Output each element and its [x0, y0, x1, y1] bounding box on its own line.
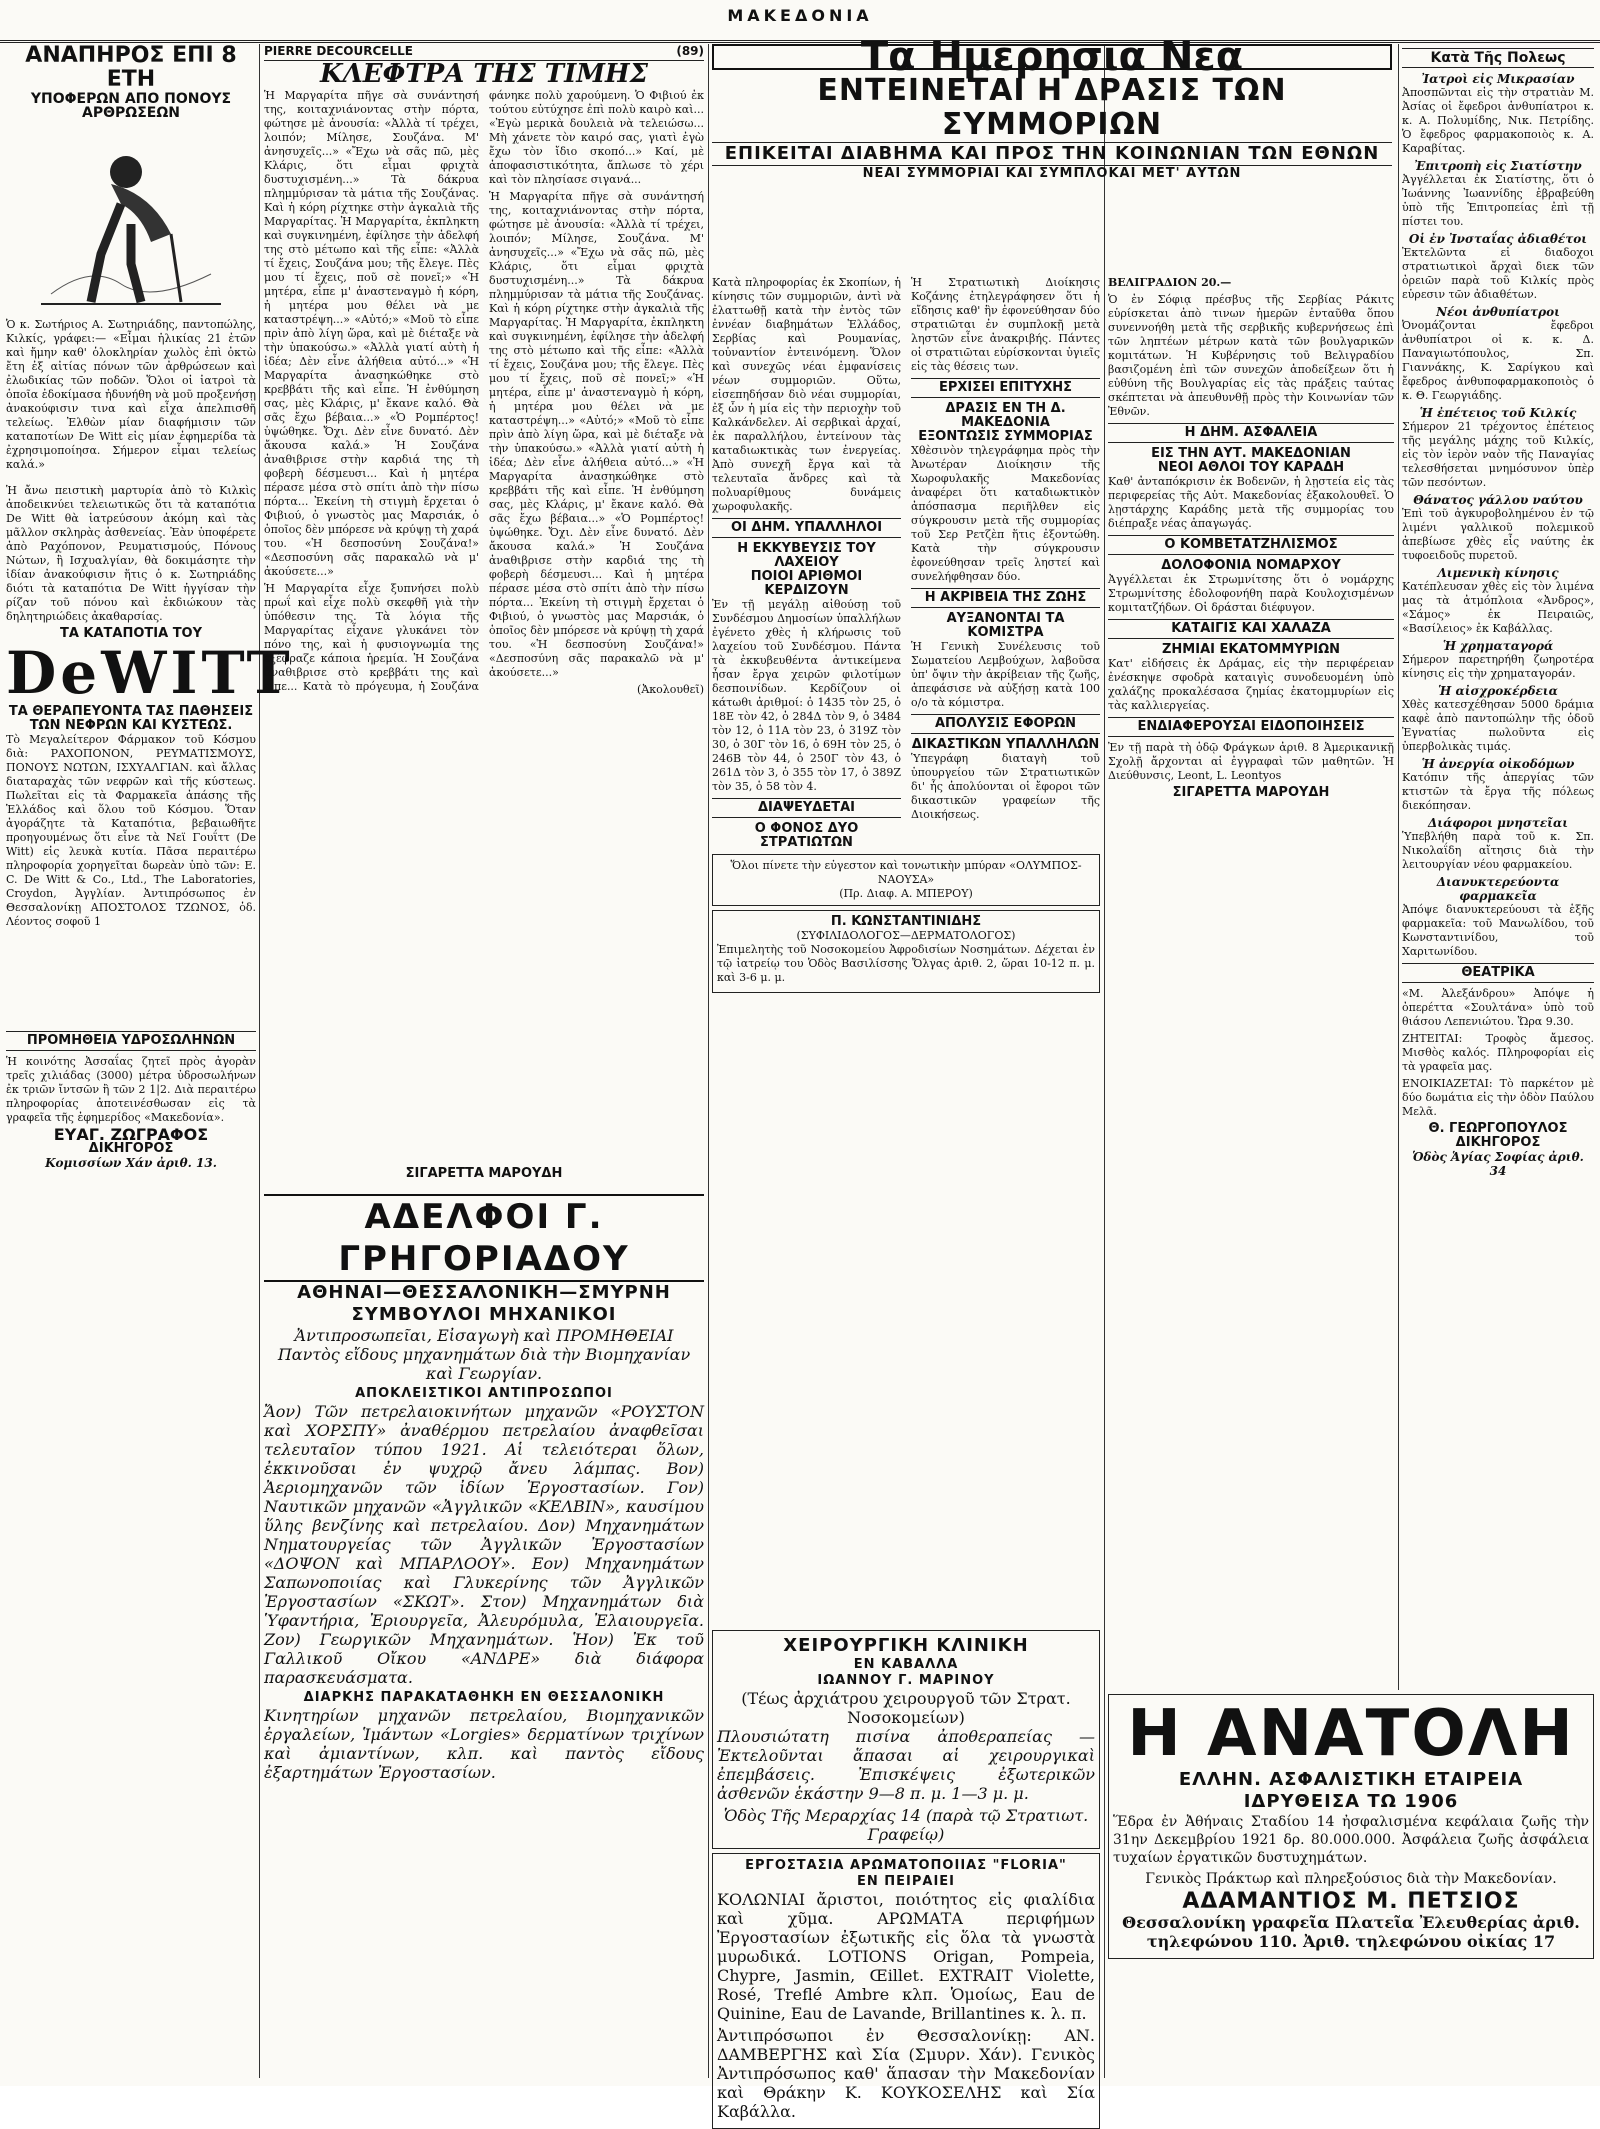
- brief-heading: Διάφοροι μνηστεῖαι: [1427, 816, 1569, 830]
- lawyer-name: Θ. ΓΕΩΡΓΟΠΟΥΛΟΣ: [1428, 1121, 1568, 1136]
- section-subheading: ΠΟΙΟΙ ΑΡΙΘΜΟΙ ΚΕΡΔΙΖΟΥΝ: [750, 569, 863, 598]
- anatoli-insurance-ad: [1108, 1690, 1594, 2080]
- newspaper-name: ΜΑΚΕΔΟΝΙΑ: [727, 6, 873, 25]
- serial-paragraph: Ἡ Μαργαρίτα πῆγε σὰ συνάντησή της, κοιταχνιάνοντας στὴν πόρτα, φώτησε μὲ ἀνουσία: «Ἀλλὰ τί τρέχει, λοιπόν; Μίλησε, Σουζάνα. Μ' ἀνησυχεῖς...» «Ἔχω νὰ σᾶς πῶ, μὲς Κλάρις, ὅτι εἶμαι φριχτὰ δυστυχισμένη...» Τὰ δάκρυα πλημμύρισαν τὰ μάτια τῆς Σουζάνας. Καὶ ἡ κόρη ρίχτηκε στὴν ἀγκαλιὰ τῆς Μαργαρίτας. Ἡ Μαργαρίτα, ἐκπληκτη καὶ συγκινημένη, ἐφίλησε τὴν ἀδελφή της στὸ μέτωπο καὶ τῆς εἶπε: «Ἀλλὰ τί ἔχεις, Σουζάνα μου; τῆς ἔλεγε. Πὲς μου τί ἔχεις, ποῦ σὲ πονεῖ;» «Ἡ μητέρα, εἶπε μ' ἀναστεναγμὸ ἡ κόρη, ἡ μητέρα μου θέλει νὰ με καταστρέψη...» «Αὐτό;» «Μοῦ τὸ εἶπε πρὶν ἀπὸ λίγη ὥρα, καὶ μὲ διέταξε νὰ τὴν ὑπακούσω.» «Ἀλλὰ γιατί αὐτὴ ἡ ἰδέα; Δὲν εἶνε ἀλήθεια αὐτό...» «Ἡ Μαργαρίτα ἀνασηκώθηκε στὸ κρεββάτι τῆς καὶ εἶπε. Ἡ ἐνθύμηση σας, μὲς Κλάρις, μ' ἔκανε καλό. Θὰ σᾶς ἔχω βέβαια...» «Ὁ Ρομπέρτος! ὑψώθηκε. Ὄχι. Δὲν εἶνε δυνατό. Δὲν ἄκουσα καλά.» Ἡ Σουζάνα ἀναθιβρισε στὴν καρδιά της τὴ φοβερὴ δέσμευσι... Καὶ ἡ μητέρα πέρασε μέσα στὸ σπίτι ἀπὸ τὴν πίσω πόρτα... Ἐκείνη τὴ στιγμὴ ἔρχεται ὁ Φιβιού, ὁ γνωστὸς μας Μαρσιάκ, ὁ ὁποῖος δὲν μπόρεσε νὰ κρύψῃ τὴ χαρά του. «Ἡ δεσποσύνη Σουζάνα!» «Δεσποσύνη σᾶς παρακαλῶ νὰ μ' ἀκούσετε...»: [264, 89, 479, 578]
- clinic-doctor: ΙΩΑΝΝΟΥ Γ. ΜΑΡΙΝΟΥ: [817, 1673, 995, 1688]
- brief-heading: Ἡ χρηματαγορά: [1442, 639, 1554, 653]
- dewitt-caption: ΤΑ ΚΑΤΑΠΟΤΙΑ ΤΟΥ: [59, 626, 203, 641]
- clinic-address: Ὁδὸς Τῆς Μεραρχίας 14 (παρὰ τῷ Στρατιωτ. Γραφείῳ): [723, 1806, 1089, 1844]
- denial-article: Ἡ Στρατιωτικὴ Διοίκησις Κοζάνης ἐτηλεγράφησεν ὅτι ἡ εἴδησις καθ' ἣν ἐφονεύθησαν δύο στρατιῶται ἐν συμπλοκῇ μετὰ ληστῶν εἶνε ἀνακριβής. Πάντες οἱ στρατιῶται εὑρίσκονται ὑγιεῖς εἰς τὰς θέσεις των.: [911, 276, 1100, 373]
- serial-title: ΚΛΕΦΤΡΑ ΤΗΣ ΤΙΜΗΣ: [320, 59, 648, 89]
- rheumatism-ad: [6, 44, 256, 484]
- section-subheading: ΕΙΣ ΤΗΝ ΑΥΤ. ΜΑΚΕΔΟΝΙΑΝ: [1151, 446, 1351, 461]
- brief-heading: Ἡ ἐπέτειος τοῦ Κιλκίς: [1419, 406, 1577, 420]
- storm-article: Κατ' εἰδήσεις ἐκ Δράμας, εἰς τὴν περιφέρειαν ἐνέσκηψε σφοδρὰ καταιγὶς συνοδευομένη ὑπὸ χαλάζης προκαλέσασα ζημίας ἐκατομμυρίων εἰς τὰς καλλιεργείας.: [1108, 657, 1394, 712]
- brief-body: Ἀπόψε διανυκτερεύουσι τὰ ἑξῆς φαρμακεῖα: τοῦ Μανωλίδου, τοῦ Κωνσταντινίδου, τοῦ Χαριτωνίδου.: [1402, 903, 1594, 958]
- section-subheading: ΔΡΑΣΙΣ ΕΝ ΤΗ Δ. ΜΑΚΕΔΟΝΙΑ: [945, 401, 1066, 430]
- serial-paragraph: Ἡ Μαργαρίτα εἶχε ξυπνήσει πολὺ πρωΐ καὶ εἶχε πολὺ σκεφθῆ γιὰ τὴν ὑπόθεσιν της. Τὰ λόγια τῆς Μαργαρίτας εἶχανε γλυκάνει τὸν πόνο της, καὶ ἡ φυσιογνωμία της ἐξέφραζε κάποια ἡρεμία. Ἡ Σουζάνα ἀναθιβρισε στὸ κρεββάτι της καὶ εἶπε... Κατὰ τὸ πρόγευμα, ἡ Σουζάνα φάνηκε πολὺ χαρούμενη. Ὁ Φιβιού ἐκ τούτου εὐτύχησε ἐπὶ πολὺ καιρὸ καὶ... «Ἐγὼ μερικὰ δουλειὰ νὰ τελειώσω... Μὴ χάνετε τὸν καιρό σας, γιατὶ ἐγὼ ἔχω τὸν ἴδιο σκοπό...» Καί, μὲ ἀποφασιστικότητα, ἄπλωσε τὸ χέρι καὶ τὸν πλησίασε σιγανά...: [264, 89, 704, 693]
- company-intro: Ἀντιπροσωπεῖαι, Εἰσαγωγὴ καὶ ΠΡΟΜΗΘΕΙΑΙ Παντὸς εἴδους μηχανημάτων διὰ τὴν Βιομηχανίαν καὶ Γεωργίαν.: [277, 1326, 691, 1383]
- doctor-body: Ἐπιμελητὴς τοῦ Νοσοκομείου Ἀφροδισίων Νοσημάτων. Δέχεται ἐν τῷ ἰατρείῳ του Ὁδὸς Βασιλίσσης Ὄλγας ἀριθ. 2, ὥραι 10-12 π. μ. καὶ 3-6 μ. μ.: [717, 943, 1095, 984]
- section-heading: ΔΙΑΨΕΥΔΕΤΑΙ: [712, 798, 901, 818]
- news-right: [1108, 276, 1394, 1620]
- brief-body: Κατέπλευσαν χθὲς εἰς τὸν λιμένα μας τὰ ἀτμόπλοια «Ἀνδρος», «Σάμος» ἐκ Πειραιῶς, «Βασίλειος» ἐκ Καβάλλας.: [1402, 580, 1594, 635]
- brief-heading: Διανυκτερεύοντα φαρμακεῖα: [1436, 875, 1560, 903]
- section-heading: Η ΑΚΡΙΒΕΙΑ ΤΗΣ ΖΩΗΣ: [911, 588, 1100, 608]
- warehouse-body: Κινητηρίων μηχανῶν πετρελαίου, Βιομηχανικῶν ἐργαλείων, Ἱμάντων «Lorgies» δερματίνων τριχίνων καὶ ἀμιαντίνων, κλπ. καὶ παντὸς εἴδους ἐξαρτημάτων Ἐργοστασίων.: [264, 1706, 704, 1782]
- murder-article: Ἀγγέλλεται ἐκ Στρωμνίτσης ὅτι ὁ νομάρχης Στρωμνίτσης ἐδολοφονήθη παρὰ Κουλοχισμένων κομιτατζήδων. Οἱ δράσται διέφυγον.: [1108, 573, 1394, 614]
- brief-heading: Λιμενικὴ κίνησις: [1437, 566, 1559, 580]
- lottery-article: Ἐν τῇ μεγάλῃ αἰθούσῃ τοῦ Συνδέσμου Δημοσίων ὑπαλλήλων ἐγένετο χθὲς ἡ κλήρωσις τοῦ λαχείου τοῦ Συνδέσμου. Πάντα τὰ ἐκκυβευθέντα ἀντικείμενα ἦσαν ἔργα χειρῶν φιλοτίμων δεσποινίδων. Κερδίζουν οἱ κάτωθι ἀριθμοί: ὁ 1435 τὸν 25, ὁ 18Ε τὸν 42, ὁ 284Δ τὸν 9, ὁ 3484 τὸν 12, ὁ 11Α τὸν 23, ὁ 319Ζ τὸν 30, ὁ 30Γ τὸν 16, ὁ 69Η τὸν 25, ὁ 246Β τὸν 44, ὁ 250Γ τὸν 43, ὁ 261Δ τὸν 3, ὁ 355 τὸν 17, ὁ 389Ζ τὸν 35, ὁ 58 τὸν 4.: [712, 598, 901, 793]
- section-subheading: ΔΟΛΟΦΟΝΙΑ ΝΟΜΑΡΧΟΥ: [1161, 558, 1341, 573]
- classified-wanted: ΖΗΤΕΙΤΑΙ: Τροφὸς ἄμεσος. Μισθὸς καλός. Πληροφορίαι εἰς τὰ γραφεῖα μας.: [1402, 1032, 1594, 1073]
- classified-rent: ΕΝΟΙΚΙΑΖΕΤΑΙ: Τὸ παρκέτον μὲ δύο δωμάτια εἰς τὴν ὁδὸν Παύλου Μελᾶ.: [1402, 1077, 1594, 1118]
- hunched-man-illustration: [31, 124, 231, 314]
- floria-ad: [712, 1853, 1100, 2129]
- lawyer-title: ΔΙΚΗΓΟΡΟΣ: [1455, 1135, 1541, 1150]
- ad-headline: ΑΝΑΠΗΡΟΣ ΕΠΙ 8 ΕΤΗ: [25, 43, 237, 92]
- dewitt-body: Τὸ Μεγαλείτερον Φάρμακον τοῦ Κόσμου διὰ: ΡΑΧΟΠΟΝΟΝ, ΡΕΥΜΑΤΙΣΜΟΥΣ, ΠΟΝΟΥΣ ΝΩΤΩΝ, ΙΣΧΥΑΛΓΙΑΝ. καὶ ἄλλας διαταραχὰς τῶν νεφρῶν καὶ τῆς κύστεως. Πωλεῖται εἰς τὰ Φαρμακεῖα ἀπάσης τῆς Ἑλλάδος καὶ ὅλου τοῦ Κόσμου. Ὅταν ἀγοράζητε τὰ Καταπότια, βεβαιωθῆτε προηγουμένως ὅτι εἶνε τὰ Νεϊ Γουΐττ (De Witt) εἰς λευκὰ κυτία. Πᾶσα περαιτέρω πληροφορία χορηγεῖται δωρεὰν ὑπὸ τῶν: E. C. De Witt & Co., Ltd., The Laboratories, Croydon, Ἀγγλίαν. Ἀντιπρόσωπος ἐν Θεσσαλονίκῃ ΑΠΟΣΤΟΛΟΣ ΤΖΩΝΟΣ, ὁδ. Λέοντος σοφοῦ 1: [6, 733, 256, 928]
- brief-heading: Ἡ αἰσχροκέρδεια: [1438, 684, 1558, 698]
- section-subheading: ΖΗΜΙΑΙ ΕΚΑΤΟΜΜΥΡΙΩΝ: [1161, 642, 1341, 657]
- clinic-city: ΕΝ ΚΑΒΑΛΛΑ: [853, 1657, 959, 1672]
- exclusive-heading: ΑΠΟΚΛΕΙΣΤΙΚΟΙ ΑΝΤΙΠΡΟΣΩΠΟΙ: [355, 1386, 613, 1401]
- serial-continued: (Ἀκολουθεῖ): [637, 683, 704, 696]
- city-news-column: [1402, 44, 1594, 1686]
- agency-list: Ἄον) Τῶν πετρελαιοκινήτων μηχανῶν «ΡΟΥΣΤΟΝ καὶ ΧΟΡΣΠΥ» ἀναθέρμου πετρελαίου ἀναφθεῖσαι τελευταῖον τύπου 1921. Αἱ τελειότεραι ὅλων, ἐκκινοῦσαι ἐν ψυχρῷ ἄνευ λάμπας. Βον) Ἀεριομηχανῶν τῶν ἰδίων Ἐργοστασίων. Γον) Ναυτικῶν μηχανῶν «Ἀγγλικῶν «ΚΕΛΒΙΝ», καυσίμου ὕλης βενζίνης καὶ πετρελαίου. Δον) Μηχανημάτων Νηματουργείας τῶν Ἀγγλικῶν Ἐργοστασίων «ΔΟΨΟΝ καὶ ΜΠΑΡΛΟΟΥ». Εον) Μηχανημάτων Σαπωνοποιίας καὶ Γλυκερίνης τῶν Ἀγγλικῶν Ἐργοστασίων «ΣΚΩΤ». Στον) Μηχανημάτων διὰ Ὑφαντήρια, Ἐριουργεῖα, Ἀλευρόμυλα, Ἐλαιουργεῖα. Ζον) Γεωργικῶν Μηχανημάτων. Ἡον) Ἐκ τοῦ Γαλλικοῦ Οἴκου «ΑΝΔΡΕ» διὰ διάφορα παρασκευάσματα.: [264, 1402, 704, 1687]
- city-news-heading: Κατὰ Τῆς Πολεως: [1402, 48, 1594, 68]
- operation-article: Χθὲσινὸν τηλεγράφημα πρὸς τὴν Ἀνωτέραν Διοίκησιν τῆς Χωροφυλακῆς Μακεδονίας ἀναφέρει ὅτι καταδιωκτικὸν ἀπόσπασμα περιῆλθεν εἰς σύγκρουσιν μετὰ τῆς συμμορίας τοῦ Σερ Ρετζὲπ ἥτις ἐξοντώθη. Κατὰ τὴν σύγκρουσιν ἐφονεύθησαν τρεῖς ληστεί καὶ συνελήφθησαν δύο.: [911, 444, 1100, 583]
- section-heading: ΕΝΔΙΑΦΕΡΟΥΣΑΙ ΕΙΔΟΠΟΙΗΣΕΙΣ: [1108, 717, 1394, 737]
- dateline: ΒΕΛΙΓΡΑΔΙΟΝ 20.—: [1108, 276, 1232, 289]
- main-headline: ΕΝΤΕΙΝΕΤΑΙ Η ΔΡΑΣΙΣ ΤΩΝ ΣΥΜΜΟΡΙΩΝ: [817, 73, 1287, 142]
- lawyer-address: Ὁδὸς Ἁγίας Σοφίας ἀριθ. 34: [1412, 1150, 1584, 1178]
- brief-body: Ἀποσπῶνται εἰς τὴν στρατιὰν Μ. Ἀσίας οἱ ἔφεδροι ἀνθυπίατροι κ. κ. Α. Πολυμίδης, Νικ. Πετρίδης. Ὁ ἔφεδρος φαρμακοποιὸς κ. Α. Καραβίτας.: [1402, 86, 1594, 155]
- cigarette-ad: ΣΙΓΑΡΕΤΤΑ ΜΑΡΟΥΔΗ: [405, 1166, 563, 1181]
- beer-ad-text: Ὅλοι πίνετε τὴν εὐγεστον καὶ τονωτικὴν μπύραν «ΟΛΥΜΠΟΣ-ΝΑΟΥΣΑ»: [730, 859, 1082, 886]
- cigarette-ad: ΣΙΓΑΡΕΤΤΑ ΜΑΡΟΥΔΗ: [1172, 785, 1330, 800]
- brief-body: Ἐπὶ τοῦ ἀγκυροβολημένου ἐν τῷ λιμένι γαλλικοῦ πολεμικοῦ ἀπεβίωσε χθὲς εἷς ναύτης ἐκ τυφοειδοῦς πυρετοῦ.: [1402, 507, 1594, 562]
- fares-article: Ἡ Γενικὴ Συνέλευσις τοῦ Σωματείου Λεμβούχων, λαβοῦσα ὑπ' ὄψιν τὴν ἀκρίβειαν τῆς ζωῆς, ἀπεφάσισε νὰ αὐξήσῃ κατὰ 100 ο/ο τὰ κόμιστρα.: [911, 640, 1100, 709]
- theatre-heading: ΘΕΑΤΡΙΚΑ: [1402, 963, 1594, 983]
- brief-heading: Θάνατος γάλλου ναύτου: [1413, 493, 1583, 507]
- ad-testimonial: Ὁ κ. Σωτήριος Α. Σωτηριάδης, παντοπώλης, Κιλκίς, γράφει:— «Εἶμαι ἡλικίας 21 ἐτῶν καὶ ἤμην καθ' ὁλοκληρίαν χωλὸς ἐπὶ ὀκτὼ ἔτη ἐξ αἰτίας πόνων τῶν ἀρθρώσεων καὶ ἐλωδικίας τῶν ποδῶν. Ὅλοι οἱ ἰατροὶ τὰ ὁποῖα ἐδοκίμασα ἠδυνήθη νὰ μοῦ προξενήσῃ ἀνακούφισιν τινα καὶ εἶχα ἀπελπισθῆ τελείως. Ἐλθὼν μίαν διαφήμισιν τῶν καταποτίων De Witt εἰς μίαν ἐφημερίδα τὰ ἐχρησιμοποίησα. Σήμερον εἶμαι τελείως καλά.»: [6, 318, 256, 471]
- tertiary-headline: ΝΕΑΙ ΣΥΜΜΟΡΙΑΙ ΚΑΙ ΣΥΜΠΛΟΚΑΙ ΜΕΤ' ΑΥΤΩΝ: [862, 166, 1242, 181]
- company-name: ΑΔΕΛΦΟΙ Γ. ΓΡΗΓΟΡΙΑΔΟΥ: [264, 1194, 704, 1282]
- column-rule: [259, 44, 260, 2078]
- lead-article: Κατὰ πληροφορίας ἐκ Σκοπίων, ἡ κίνησις τῶν συμμοριῶν, ἀντὶ νὰ ἐλαττωθῇ κατὰ τὴν ἐντὸς τῶν ἐννέαν διαβημάτων Ἑλλάδος, Σερβίας καὶ Ρουμανίας, τοὐναντίον ἐντεινόμενη. Ὅλον καὶ συνεχῶς νέαι ἐμφανίσεις νέων συμμοριῶν. Οὕτω, εἰσεπηδήσαν διὸ νέαι συμμορίαι, ἐξ ὧν ἡ μία εἰς τὴν περιοχὴν τοῦ Καλκάνδελεν. Αἱ σερβικαὶ ἀρχαί, ἐκ παραλλήλου, ἐντείνουν τὰς καταδιωκτικὰς των ἐνεργείας. Ἀπὸ συνεχῆ ἔργα καὶ τὰ τελευταῖα ἄνδρες καὶ τὰ πολυαρίθμους δυνάμεις χωροφυλακῆς.: [712, 276, 901, 513]
- masthead: [0, 0, 1600, 43]
- news-left: [712, 276, 1100, 1620]
- section-heading: Ο ΚΟΜΒΕΤΑΤΖΗΛΙΣΜΟΣ: [1108, 535, 1394, 555]
- anatoli-address: Θεσσαλονίκη γραφεῖα Πλατεῖα Ἐλευθερίας ἀριθ. τηλεφώνου 110. Ἀριθ. τηλεφώνου οἰκίας 17: [1122, 1913, 1580, 1951]
- brief-body: Κατόπιν τῆς ἀπεργίας τῶν κτιστῶν τὰ ἔργα τῆς πόλεως διεκόπησαν.: [1402, 771, 1594, 812]
- anatoli-name: Η ΑΝΑΤΟΛΗ: [1127, 1697, 1575, 1771]
- section-heading: ΟΙ ΔΗΜ. ΥΠΑΛΛΗΛΟΙ: [712, 518, 901, 538]
- lawyer-title: ΔΙΚΗΓΟΡΟΣ: [88, 1141, 174, 1156]
- brief-heading: Ἡ ἀνεργία οἰκοδόμων: [1421, 757, 1575, 771]
- beer-ad-sub: (Πρ. Διαφ. Α. ΜΠΕΡΟΥ): [839, 887, 973, 900]
- anatoli-founded: ΙΔΡΥΘΕΙΣΑ ΤΩ 1906: [1243, 1791, 1459, 1812]
- clinic-name: ΧΕΙΡΟΥΡΓΙΚΗ ΚΛΙΝΙΚΗ: [783, 1635, 1029, 1656]
- brief-heading: Νέοι ἀνθυπίατροι: [1436, 305, 1560, 319]
- notice-body: Ἡ κοινότης Ἀσσαΐας ζητεῖ πρὸς ἀγορὰν τρεῖς χιλιάδας (3000) μέτρα ὑδροσωλήνων ἐκ τριῶν ἴντσῶν ἢ τῶν 2 1|2. Διὰ περαιτέρω πληροφορίας ἀποτεινέσθωσαν εἰς τὰ γραφεῖα τῆς ἐφημερίδος «Μακεδονία».: [6, 1055, 256, 1124]
- column-rule: [1104, 44, 1105, 2078]
- brief-body: Ὑπεβλήθη παρὰ τοῦ κ. Σπ. Νικολαΐδη αἴτησις διὰ τὴν λειτουργίαν νέου φαρμακείου.: [1402, 830, 1594, 871]
- security-article: Καθ' ἀνταπόκρισιν ἐκ Βοδενῶν, ἡ λῃστεία εἰς τὰς περιφερείας τῆς Αὐτ. Μακεδονίας ἐξακολουθεῖ. Ὁ λῃστάρχης Καράδης μετὰ τῆς συμμορίας του διέπραξε νέας ἀπαγωγάς.: [1108, 475, 1394, 530]
- anatoli-type: ΕΛΛΗΝ. ΑΣΦΑΛΙΣΤΙΚΗ ΕΤΑΙΡΕΙΑ: [1178, 1769, 1524, 1790]
- belgrade-article: Ὁ ἐν Σόφιᾳ πρέσβυς τῆς Σερβίας Ράκιτς εὑρίσκεται ἀπὸ τινων ἡμερῶν ἐνταῦθα ὅπου συνεννοήθη μετὰ τῆς σερβικῆς κυβερνήσεως ἐπὶ τῶν ληπτέων μέτρων κατὰ τῶν βουλγαρικῶν κομιτάτων. Ἡ Κυβέρνησις τοῦ Βελιγραδίου βασιζομένη ἐπὶ τῶν συνεχῶν ἀποδείξεων ὅτι ἡ εὐθύνη τῆς Βουλγαρίας εἰς τὰς πράξεις ταύτας σκέπτεται νὰ ἀπευθυνθῇ πρὸς τὴν Κοινωνίαν τῶν Ἐθνῶν.: [1108, 293, 1394, 418]
- section-subheading: ΔΙΚΑΣΤΙΚΩΝ ΥΠΑΛΛΗΛΩΝ: [911, 737, 1100, 752]
- serial-text: [264, 89, 704, 697]
- brief-heading: Ἐπιτροπὴ εἰς Σιατίστην: [1414, 159, 1582, 173]
- ad-subheadline: ΥΠΟΦΕΡΩΝ ΑΠΟ ΠΟΝΟΥΣ ΑΡΘΡΩΣΕΩΝ: [30, 91, 232, 121]
- floria-agents: Ἀντιπρόσωποι ἐν Θεσσαλονίκῃ: ΑΝ. ΔΑΜΒΕΡΓΗΣ καὶ Σία (Σμυρν. Χάν). Γενικὸς Ἀντιπρόσωπος καθ' ἅπασαν τὴν Μακεδονίαν καὶ Θράκην Κ. ΚΟΥΚΟΣΕΛΗΣ καὶ Σία Καβάλλα.: [717, 2026, 1095, 2121]
- section-subheading: Η ΕΚΚΥΒΕΥΣΙΣ ΤΟΥ ΛΑΧΕΙΟΥ: [737, 541, 876, 570]
- floria-name: ΕΡΓΟΣΤΑΣΙΑ ΑΡΩΜΑΤΟΠΟΙΙΑΣ "FLORIA": [745, 1858, 1067, 1873]
- dewitt-subtitle: ΤΑ ΘΕΡΑΠΕΥΟΝΤΑ ΤΑΣ ΠΑΘΗΣΕΙΣ ΤΩΝ ΝΕΦΡΩΝ ΚΑΙ ΚΥΣΤΕΩΣ.: [8, 704, 254, 733]
- company-cities: ΑΘΗΝΑΙ—ΘΕΣΣΑΛΟΝΙΚΗ—ΣΜΥΡΝΗ: [297, 1282, 671, 1303]
- section-subheading: Ο ΦΟΝΟΣ ΔΥΟ ΣΤΡΑΤΙΩΤΩΝ: [754, 821, 859, 850]
- doctor-ad: [712, 910, 1100, 993]
- secondary-headline: ΕΠΙΚΕΙΤΑΙ ΔΙΑΒΗΜΑ ΚΑΙ ΠΡΟΣ ΤΗΝ ΚΟΙΝΩΝΙΑΝ ΤΩΝ ΕΘΝΩΝ: [712, 142, 1392, 166]
- anatoli-agent-line: Γενικὸς Πράκτωρ καὶ πληρεξούσιος διὰ τὴν Μακεδονίαν.: [1145, 1871, 1557, 1887]
- section-heading: ΕΡΧΙΣΕΙ ΕΠΙΤΥΧΗΣ: [911, 378, 1100, 398]
- news-banner: Τα Ημερησια Νεα: [712, 44, 1392, 70]
- brief-body: Σήμερον 21 τρέχοντος ἐπέτειος τῆς μεγάλης μάχης τοῦ Κιλκίς, εἰς τὸν ἱερὸν ναὸν τῆς Παναγίας τελεσθήσεται μνημόσυνον ὑπὲρ τῶν πεσόντων.: [1402, 420, 1594, 489]
- dewitt-logo: DeWITT: [6, 639, 294, 707]
- brief-body: Χθὲς κατεσχέθησαν 5000 δράμια καφὲ ἀπὸ παντοπώλην τῆς ὁδοῦ Ἐγνατίας πωλοῦντα εἰς ὑπερβολικὰς τιμάς.: [1402, 698, 1594, 753]
- theatre-body: «Μ. Ἀλεξάνδρου» Ἀπόψε ἡ ὀπερέττα «Σουλτάνα» ὑπὸ τοῦ θιάσου Λεπενιώτου. Ὥρα 9.30.: [1402, 987, 1594, 1028]
- brief-body: Ἀγγέλλεται ἐκ Σιατίστης, ὅτι ὁ Ἰωάννης Ἰωαννίδης ἐβραβεύθη ὑπὸ τῆς Ἑπιτροπείας ἐπὶ τῇ πίστει του.: [1402, 173, 1594, 228]
- brief-body: Ὀνομάζονται ἔφεδροι ἀνθυπίατροι οἱ κ. κ. Δ. Παναγιωτόπουλος, Σπ. Γιαννάκης, Κ. Σαρίγκου καὶ ἔφεδρος ἀνθυποφαρμακοποιὸς ὁ κ. Θ. Γεωργιάδης.: [1402, 319, 1594, 402]
- serial-episode: (89): [676, 44, 704, 58]
- section-subheading: ΑΥΞΑΝΟΝΤΑΙ ΤΑ ΚΟΜΙΣΤΡΑ: [946, 611, 1065, 640]
- floria-body: ΚΟΛΩΝΙΑΙ ἄριστοι, ποιότητος εἰς φιαλίδια καὶ χῦμα. ΑΡΩΜΑΤΑ περιφήμων Ἐργοστασίων ἐξωτικῆς εἰς ὅλα τὰ γνωστὰ μυρωδικά. LOTIONS Origan, Pompeia, Chypre, Jasmin, Œillet. EXTRAIT Violette, Rosé, Treflé Ambre κλπ. Ὁμοίως, Eau de Quinine, Eau de Lavande, Brillantines κ. λ. π.: [717, 1890, 1095, 2023]
- serial-author: PIERRE DECOURCELLE: [264, 44, 413, 58]
- doctor-name: Π. ΚΩΝΣΤΑΝΤΙΝΙΔΗΣ: [830, 914, 982, 929]
- column-ads-left: [6, 43, 294, 2080]
- company-role: ΣΥΜΒΟΥΛΟΙ ΜΗΧΑΝΙΚΟΙ: [351, 1304, 617, 1325]
- dismissal-article: Ὑπεγράφη διαταγὴ τοῦ ὑπουργείου τῶν Στρατιωτικῶν δι' ἧς ἀπολύονται οἱ ἔφοροι τῶν δικαστικῶν γραφείων τῆς Διοικήσεως.: [911, 752, 1100, 821]
- column-rule: [708, 44, 709, 2078]
- grigoriadis-ad: [264, 1190, 704, 2080]
- serial-paragraph: Ἡ Μαργαρίτα πῆγε σὰ συνάντησή της, κοιταχνιάνοντας στὴν πόρτα, φώτησε μὲ ἀνουσία: «Ἀλλὰ τί τρέχει, λοιπόν; Μίλησε, Σουζάνα. Μ' ἀνησυχεῖς...» «Ἔχω νὰ σᾶς πῶ, μὲς Κλάρις, ὅτι εἶμαι φριχτὰ δυστυχισμένη...» Τὰ δάκρυα πλημμύρισαν τὰ μάτια τῆς Σουζάνας. Καὶ ἡ κόρη ρίχτηκε στὴν ἀγκαλιὰ τῆς Μαργαρίτας. Ἡ Μαργαρίτα, ἐκπληκτη καὶ συγκινημένη, ἐφίλησε τὴν ἀδελφή της στὸ μέτωπο καὶ τῆς εἶπε: «Ἀλλὰ τί ἔχεις, Σουζάνα μου; τῆς ἔλεγε. Πὲς μου τί ἔχεις, ποῦ σὲ πονεῖ;» «Ἡ μητέρα, εἶπε μ' ἀναστεναγμὸ ἡ κόρη, ἡ μητέρα μου θέλει νὰ με καταστρέψη...» «Αὐτό;» «Μοῦ τὸ εἶπε πρὶν ἀπὸ λίγη ὥρα, καὶ μὲ διέταξε νὰ τὴν ὑπακούσω.» «Ἀλλὰ γιατί αὐτὴ ἡ ἰδέα; Δὲν εἶνε ἀλήθεια αὐτό...» «Ἡ Μαργαρίτα ἀνασηκώθηκε στὸ κρεββάτι τῆς καὶ εἶπε. Ἡ ἐνθύμηση σας, μὲς Κλάρις, μ' ἔκανε καλό. Θὰ σᾶς ἔχω βέβαια...» «Ὁ Ρομπέρτος! ὑψώθηκε. Ὄχι. Δὲν εἶνε δυνατό. Δὲν ἄκουσα καλά.» Ἡ Σουζάνα ἀναθιβρισε στὴν καρδιά της τὴ φοβερὴ δέσμευσι... Καὶ ἡ μητέρα πέρασε μέσα στὸ σπίτι ἀπὸ τὴν πίσω πόρτα... Ἐκείνη τὴ στιγμὴ ἔρχεται ὁ Φιβιού, ὁ γνωστὸς μας Μαρσιάκ, ὁ ὁποῖος δὲν μπόρεσε νὰ κρύψῃ τὴ χαρά του. «Ἡ δεσποσύνη Σουζάνα!» «Δεσποσύνη σᾶς παρακαλῶ νὰ μ' ἀκούσετε...»: [489, 190, 704, 679]
- clinic-body: Πλουσιώτατη πισίνα ἀποθεραπείας — Ἐκτελοῦνται ἅπασαι αἱ χειρουργικαὶ ἐπεμβάσεις. Ἐπισκέψεις ἐξωτερικῶν ἀσθενῶν ἑκάστην 9—8 π. μ. 1—3 μ. μ.: [717, 1727, 1095, 1803]
- anatoli-body: Ἕδρα ἐν Ἀθήναις Σταδίου 14 ἠσφαλισμένα κεφάλαια ζωῆς τὴν 31ην Δεκεμβρίου 1921 δρ. 80.000.000. Ἀσφάλεια ζωῆς ἀσφάλεια τυχαίων ἐργατικῶν δυστυχημάτων.: [1113, 1814, 1589, 1866]
- brief-body: Ἐκτελῶντα εἰ διαδοχοι στρατιωτικοὶ ἄρχαὶ διεκ τῶν ὀρειῶν παρὰ τοῦ Κιλκίς πρὸς εὑρεσιν τῶν ἀδιαθέτων.: [1402, 246, 1594, 301]
- serial-novel-column: [264, 44, 704, 1186]
- section-heading: Η ΔΗΜ. ΑΣΦΑΛΕΙΑ: [1108, 423, 1394, 443]
- ad-body-text: Ἡ ἄνω πειστικὴ μαρτυρία ἀπὸ τὸ Κιλκὶς ἀποδεικνύει τελειωτικῶς ὅτι τὰ καταπότια De Witt θὰ ἰατρεύσουν ἀκόμη καὶ τὰς μᾶλλον σκληρὰς ἀσθενείας. Ἐὰν ὑποφέρετε ἀπὸ Ραχόπονον, Ρευματισμούς, Πόνους Νώτων, ἢ Ισχυαλγίαν, θὰ δοκιμάσητε τὴν ἰδίαν ἀνακούφισιν ἥτις ὁ κ. Σωτηριάδης διότι τὰ καταπότια De Witt ἠγγίσαν τὴν ρίζαν τοῦ πόνου καὶ ἐκδιώκουν τὰς δηλητηριώδεις ἀκαθαρσίας.: [6, 484, 256, 623]
- notice-heading: ΠΡΟΜΗΘΕΙΑ ΥΔΡΟΣΩΛΗΝΩΝ: [6, 1031, 256, 1051]
- anatoli-agent: ΑΔΑΜΑΝΤΙΟΣ Μ. ΠΕΤΣΙΟΣ: [1182, 1889, 1520, 1914]
- section-subheading: ΕΞΟΝΤΩΣΙΣ ΣΥΜΜΟΡΙΑΣ: [918, 429, 1093, 444]
- lawyer-name: ΕΥΑΓ. ΖΩΓΡΑΦΟΣ: [53, 1125, 209, 1144]
- floria-city: ΕΝ ΠΕΙΡΑΙΕΙ: [856, 1874, 956, 1889]
- surgical-clinic-ad: [712, 1630, 1100, 1849]
- brief-heading: Ἰατροὶ εἰς Μικρασίαν: [1421, 72, 1575, 86]
- dewitt-ad: [6, 626, 294, 1027]
- warehouse-heading: ΔΙΑΡΚΗΣ ΠΑΡΑΚΑΤΑΘΗΚΗ ΕΝ ΘΕΣΣΑΛΟΝΙΚΗ: [303, 1690, 665, 1705]
- clinic-sub: (Τέως ἀρχιάτρου χειρουργοῦ τῶν Στρατ. Νοσοκομείων): [741, 1689, 1071, 1727]
- bottom-ads-middle: [712, 1626, 1100, 2121]
- news-header: [712, 34, 1392, 274]
- brief-body: Σήμερον παρετηρήθη ζωηροτέρα κίνησις εἰς τὴν χρηματαγοράν.: [1402, 653, 1594, 680]
- section-heading: ΑΠΟΛΥΣΙΣ ΕΦΟΡΩΝ: [911, 714, 1100, 734]
- notices-article: Ἐν τῇ παρὰ τὴ ὁδῷ Φράγκων ἀριθ. 8 Ἀμερικανικῇ Σχολῇ ἄρχονται αἱ ἐγγραφαὶ τῶν μαθητῶν. Ἡ Διεύθυνσις, Leont, L. Leontyos: [1108, 741, 1394, 782]
- section-heading: ΚΑΤΑΙΓΙΣ ΚΑΙ ΧΑΛΑΖΑ: [1108, 619, 1394, 639]
- doctor-role: (ΣΥΦΙΛΙΔΟΛΟΓΟΣ—ΔΕΡΜΑΤΟΛΟΓΟΣ): [796, 929, 1016, 942]
- beer-ad: [712, 854, 1100, 906]
- lawyer-address: Κομισσίων Χάν ἀριθ. 13.: [45, 1156, 217, 1170]
- brief-heading: Οἱ ἐν Ἰνσταΐας ἀδιαθέτοι: [1408, 232, 1588, 246]
- section-subheading: ΝΕΟΙ ΑΘΛΟΙ ΤΟΥ ΚΑΡΑΔΗ: [1157, 460, 1345, 475]
